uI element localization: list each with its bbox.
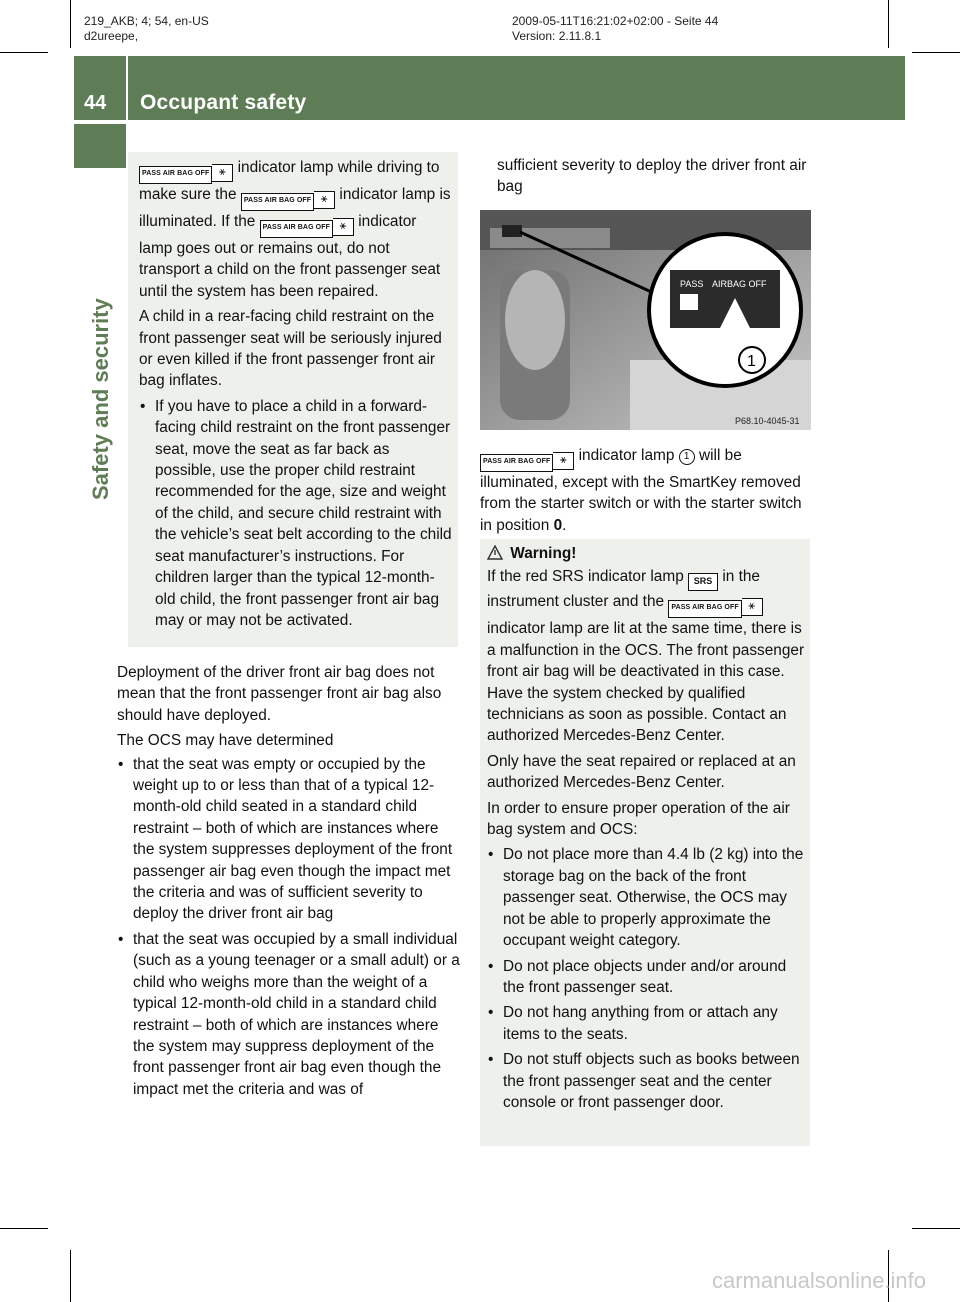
seat-child-icon: ⚹ xyxy=(314,191,335,209)
meta-line: d2ureepe, xyxy=(84,29,139,43)
text-run: will be illuminated, except with the SmartKey removed from the starter switch or with the starter switch in position xyxy=(480,447,802,534)
text-run: If the red SRS indicator lamp xyxy=(487,568,684,586)
pass-airbag-off-icon: PASS AIR BAG OFF xyxy=(139,166,212,184)
body-text-right-lamp xyxy=(480,445,814,536)
seat-child-icon: ⚹ xyxy=(212,164,233,182)
text-run: in the instrument cluster and the xyxy=(487,568,760,611)
body-text-right-top: sufficient severity to deploy the driver front air bag xyxy=(497,157,807,196)
pass-airbag-off-icon: PASS AIR BAG OFF xyxy=(668,600,741,618)
panel-paragraph: A child in a rear-facing child restraint on the front passenger seat will be seriously injured or even killed if the front passenger front air bag inflates. xyxy=(139,308,442,390)
crop-mark xyxy=(912,1228,960,1229)
warning-paragraph: Only have the seat repaired or replaced at an authorized Mercedes-Benz Center. xyxy=(487,752,796,792)
text-run: indicator lamp are lit at the same time, there is a malfunction in the OCS. The front passenger front air bag will be deactivated in this case. Have the system checked by qualified technicians as soon as possible. Contact an authorized Mercedes-Benz Center. xyxy=(487,620,805,745)
photo-code: P68.10-4045-31 xyxy=(735,416,800,426)
text-run: indicator lamp xyxy=(578,447,675,464)
list-item: • Do not stuff objects such as books between the front passenger seat and the center console or front passenger door. xyxy=(487,1049,807,1113)
pass-airbag-off-icon: PASS AIR BAG OFF xyxy=(480,454,553,472)
callout-number: 1 xyxy=(747,353,756,370)
list-item: • If you have to place a child in a forward-facing child restraint on the front passenger seat, move the seat as far back as possible, use the proper child restraint recommended for the age, size and weight of the child, and secure child restraint with the vehicle’s seat belt according to the child seat manufacturer’s instructions. For children larger than the typical 12-month-old child, the front passenger front air bag may or may not be activated. xyxy=(139,396,453,631)
warning-heading xyxy=(487,543,807,564)
print-meta-right xyxy=(512,14,718,44)
seat-child-icon: ⚹ xyxy=(742,598,763,616)
position-value: 0 xyxy=(553,516,563,534)
print-meta-left xyxy=(84,14,209,44)
side-tab-marker xyxy=(74,124,126,168)
crop-mark xyxy=(888,0,889,48)
info-panel-text xyxy=(139,157,453,631)
seat-child-icon: ⚹ xyxy=(553,452,574,470)
list-item: • Do not place more than 4.4 lb (2 kg) into the storage bag on the back of the front passenger seat. Otherwise, the OCS may not be able to properly approximate the occupant weight category. xyxy=(487,844,807,951)
srs-icon: SRS xyxy=(688,573,718,591)
warning-icon xyxy=(487,545,503,560)
photo-label: AIRBAG OFF xyxy=(712,279,767,289)
warning-paragraph: In order to ensure proper operation of the air bag system and OCS: xyxy=(487,799,790,839)
warning-paragraph xyxy=(487,566,807,746)
panel-paragraph xyxy=(139,157,453,302)
crop-mark xyxy=(912,52,960,53)
crop-mark xyxy=(0,52,48,53)
text-run: indicator lamp goes out or remains out, do not transport a child on the front passenger seat until the system has been repaired. xyxy=(139,213,441,300)
watermark: carmanualsonline.info xyxy=(712,1268,927,1293)
pass-airbag-off-icon: PASS AIR BAG OFF xyxy=(260,220,333,238)
callout-icon: 1 xyxy=(679,449,695,465)
airbag-indicator-photo xyxy=(480,210,811,430)
text-run: . xyxy=(562,516,567,534)
page-title: Occupant safety xyxy=(140,91,307,114)
list-item: • that the seat was occupied by a small individual (such as a young teenager or a small adult) or a child who weighs more than the weight of a typical 12-month-old child in a standard child restraint – both of which are instances where the system may suppress deployment of the front passenger front air bag even though the impact met the criteria and was of xyxy=(117,929,461,1100)
page-number: 44 xyxy=(84,92,107,114)
warning-text xyxy=(487,543,807,1113)
photo-illustration xyxy=(480,210,811,430)
crop-mark xyxy=(70,0,71,48)
body-paragraph: The OCS may have determined xyxy=(117,732,334,750)
body-text-left xyxy=(117,662,461,1100)
section-side-label: Safety and security xyxy=(88,298,113,500)
crop-mark xyxy=(70,1250,71,1302)
photo-label: PASS xyxy=(680,279,704,289)
meta-line: Version: 2.11.8.1 xyxy=(512,29,602,43)
text-run: indicator lamp is illuminated. If the xyxy=(139,186,451,230)
crop-mark xyxy=(0,1228,48,1229)
list-item: • Do not place objects under and/or around the front passenger seat. xyxy=(487,956,807,999)
list-item: • Do not hang anything from or attach any items to the seats. xyxy=(487,1002,807,1045)
meta-line: 219_AKB; 4; 54, en-US xyxy=(84,14,209,28)
list-item: • that the seat was empty or occupied by the weight up to or less than that of a typical 12-month-old child seated in a standard child restraint – both of which are instances where the system suppresses deployment of the front passenger air bag even though the impact met the criteria and was of sufficient severity to deploy the driver front air bag xyxy=(117,754,461,925)
pass-airbag-off-icon: PASS AIR BAG OFF xyxy=(241,193,314,211)
seat-child-icon: ⚹ xyxy=(333,218,354,236)
text-run: indicator lamp while driving to make sure the xyxy=(139,159,440,203)
warning-title: Warning! xyxy=(510,545,577,562)
body-paragraph: Deployment of the driver front air bag does not mean that the front passenger front air bag also should have deployed. xyxy=(117,664,442,724)
meta-line: 2009-05-11T16:21:02+02:00 - Seite 44 xyxy=(512,14,719,28)
